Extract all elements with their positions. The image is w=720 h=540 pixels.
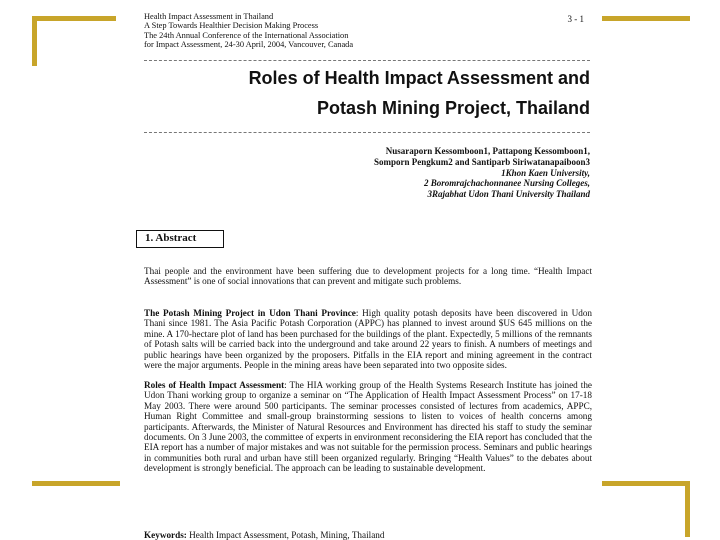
header-divider: [144, 60, 590, 61]
affiliation-2: 2 Boromrajchachonnanee Nursing Colleges,: [423, 178, 590, 189]
abstract-heading: 1. Abstract: [136, 230, 224, 248]
hia-paragraph-lead: Roles of Health Impact Assessment: [144, 380, 285, 390]
keywords-label: Keywords:: [144, 530, 187, 540]
corner-bracket-bottom-right-vertical: [685, 481, 690, 537]
document-page: [120, 10, 600, 540]
abstract-paragraph-potash: [144, 308, 592, 370]
affiliation-3: 3Rajabhat Udon Thani University Thailand: [427, 189, 590, 200]
keywords-line: [144, 530, 384, 540]
potash-paragraph-lead: The Potash Mining Project in Udon Thani Province: [144, 308, 356, 318]
title-line-1: Roles of Health Impact Assessment and: [248, 68, 590, 88]
authors-line-1: Nusaraporn Kessomboon1, Pattapong Kessomboon1,: [385, 146, 590, 156]
corner-bracket-bottom-right-horizontal: [602, 481, 690, 486]
corner-bracket-bottom-left-horizontal: [32, 481, 120, 486]
author-block: [374, 146, 590, 200]
header-line-4: for Impact Assessment, 24-30 April, 2004, Vancouver, Canada: [144, 40, 354, 50]
affiliation-1: 1Khon Kaen University,: [501, 167, 590, 178]
page-number: 3 - 1: [567, 14, 584, 24]
header-line-2: A Step Towards Healthier Decision Making Process: [144, 21, 319, 31]
abstract-paragraph-hia: [144, 380, 592, 474]
title-line-2: Potash Mining Project, Thailand: [316, 98, 590, 118]
hia-paragraph-text: : The HIA working group of the Health Systems Research Institute has joined the Udon Thani working group to organize a seminar on “The Application of Health Impact Assessment Process” on 17-18 May 2003. There were around 500 participants. The seminar processes consisted of lectures from academics, APPC, Human Right Committee and small-group brainstorming sessions to listen to voices of health concerns among participants. Afterwards, the Minister of Natural Resources and Environment has directed his staff to study the seminar documents. On 3 June 2003, the committee of experts in environment reconsidering the EIA report has concluded that the EIA report has a number of major mistakes and was not suitable for the permission process. Seminars and public hearings in communities both rural and urban have still been organized regularly. Bringing “Health Values” to the debates about development is strongly beneficial. The approach can be leading to sustainable development.: [144, 380, 592, 474]
potash-paragraph-text: : High quality potash deposits have been discovered in Udon Thani since 1981. The Asia Pacific Potash Corporation (APPC) has planned to invest around $US 645 millions on the mine. A 170-hectare plot of land has been purchased for the buildings of the plant. Expectedly, 5 millions of the remnants of Potash salts will be carried back into the underground and take around 22 years to finish. A numbers of meetings and public hearings have been organized by the proposers. Pitfalls in the EIA report and mining agreement in the contract were the major arguments. People in the mining areas have been separated into two opposite sides.: [144, 308, 593, 371]
corner-bracket-top-left-vertical: [32, 16, 37, 66]
header-line-3: The 24th Annual Conference of the International Association: [144, 30, 349, 40]
authors-line-2: Somporn Pengkum2 and Santiparb Siriwatanapaiboon3: [373, 156, 590, 167]
corner-bracket-top-right-horizontal: [602, 16, 690, 21]
title-divider: [144, 132, 590, 133]
keywords-text: Health Impact Assessment, Potash, Mining, Thailand: [189, 530, 385, 540]
header-line-1: Health Impact Assessment in Thailand: [144, 12, 274, 21]
corner-bracket-top-left-horizontal: [32, 16, 116, 21]
abstract-intro: Thai people and the environment have been suffering due to development projects for a long time. “Health Impact Assessment” is one of social innovations that can prevent and mitigate such problems.: [144, 266, 592, 287]
conference-header: [144, 12, 353, 50]
